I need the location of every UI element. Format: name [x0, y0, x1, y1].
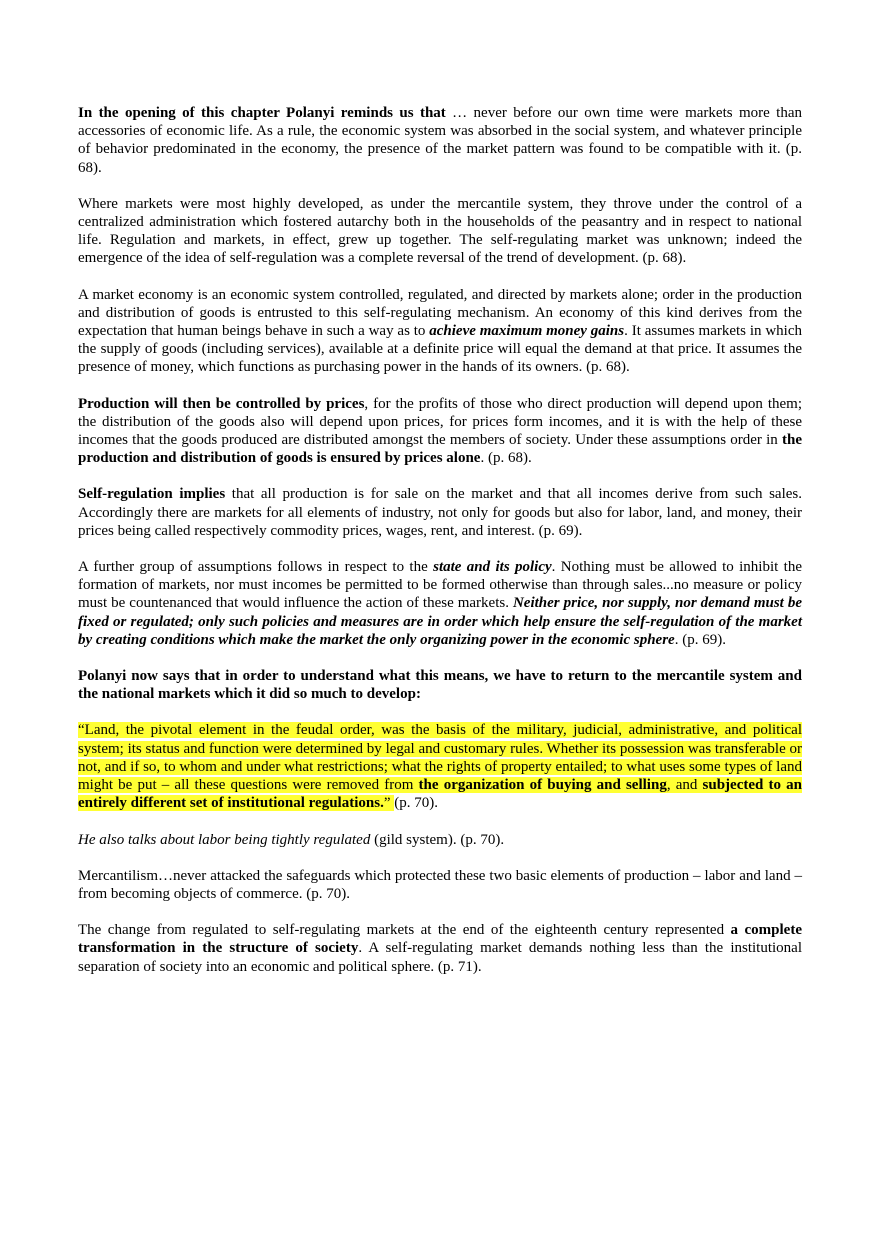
quote-text: , and	[666, 777, 703, 794]
paragraph-text: (gild system). (p. 70).	[370, 831, 505, 848]
paragraph-market-economy	[78, 286, 802, 377]
paragraph-opening	[78, 104, 802, 177]
paragraph-lead: Self-regulation implies	[78, 486, 226, 503]
paragraph-lead: In the opening of this chapter Polanyi reminds us that	[78, 105, 446, 121]
paragraph-polanyi-return	[78, 667, 802, 703]
paragraph-text: Mercantilism…never attacked the safeguards which protected these two basic elements of production – labor and land – from becoming objects of commerce. (p. 70).	[78, 867, 802, 902]
bold-text: subjected to an entirely different set of institutional regulations.	[78, 777, 802, 812]
bold-text: a complete transformation in the structure of society	[78, 922, 802, 957]
paragraph-transformation	[78, 921, 802, 976]
emphasis-text: Neither price, nor supply, nor demand must be fixed or regulated; only such policies and measures are in order which help ensure the self-regulation of the market by creating conditions which make the market the only organizing power in the economic sphere	[78, 595, 802, 648]
highlighted-quote	[78, 722, 802, 811]
paragraph-production	[78, 395, 802, 468]
paragraph-self-regulation	[78, 485, 802, 540]
paragraph-text: that all production is for sale on the market and that all incomes derive from such sales. Accordingly there are markets for all elements of industry, not only for goods but also for labor, land, and money, their prices being called respectively commodity prices, wages, rent, and interest. (p. 69).	[78, 486, 802, 539]
emphasis-text: state and its policy	[433, 559, 552, 576]
bold-text: the organization of buying and selling	[418, 777, 667, 794]
paragraph-text: A further group of assumptions follows in respect to the	[78, 559, 434, 576]
emphasis-text: achieve maximum money gains	[429, 323, 625, 340]
paragraph-text: , for the profits of those who direct production will depend upon them; the distribution of the goods also will depend upon prices, for prices form incomes, and it is with the help of these incomes that the goods produced are distributed amongst the members of society. Under these assumptions order in	[78, 395, 803, 449]
paragraph-text: . (p. 69).	[674, 631, 726, 648]
paragraph-lead: Production will then be controlled by prices	[78, 395, 365, 412]
quote-text: “Land, the pivotal element in the feudal order, was the basis of the military, judicial, administrative, and political system; its status and function were determined by legal and customary rules. Whether its possession was transferable or not, and if so, to whom and under what restrictions; what the rights of property entailed; to what uses some types of land might be put – all these questions were removed from	[78, 722, 802, 794]
paragraph-text: … never before our own time were markets more than accessories of economic life. As a rule, the economic system was absorbed in the social system, and whatever principle of behavior predominated in the economy, the presence of the market pattern was found to be compatible with it. (p. 68).	[78, 105, 802, 176]
paragraph-labor	[78, 831, 802, 849]
paragraph-text: A market economy is an economic system controlled, regulated, and directed by markets alone; order in the production and distribution of goods is entrusted to this self-regulating mechanism. An economy of this kind derives from the expectation that human beings behave in such a way as to	[78, 286, 802, 340]
paragraph-text: The change from regulated to self-regulating markets at the end of the eighteenth century represented	[78, 922, 731, 939]
italic-text: He also talks about labor being tightly regulated	[78, 831, 371, 848]
paragraph-text: . A self-regulating market demands nothing less than the institutional separation of society into an economic and political sphere. (p. 71).	[78, 940, 802, 975]
paragraph-text: . (p. 68).	[480, 450, 532, 467]
bold-text: Polanyi now says that in order to understand what this means, we have to return to the mercantile system and the national markets which it did so much to develop:	[78, 668, 802, 703]
paragraph-land-quote	[78, 721, 802, 812]
paragraph-text: . Nothing must be allowed to inhibit the formation of markets, nor must incomes be permitted to be formed otherwise than through sales...no measure or policy must be countenanced that would influence the action of these markets.	[78, 559, 802, 612]
bold-text: the production and distribution of goods is ensured by prices alone	[78, 432, 802, 467]
quote-close: ”	[383, 795, 395, 812]
citation: (p. 70).	[394, 795, 438, 812]
paragraph-state-policy	[78, 558, 802, 649]
paragraph-text: Where markets were most highly developed, as under the mercantile system, they throve under the control of a centralized administration which fostered autarchy both in the households of the peasantry and in respect to national life. Regulation and markets, in effect, grew up together. The self-regulating market was unknown; indeed the emergence of the idea of self-regulation was a complete reversal of the trend of development. (p. 68).	[78, 195, 802, 267]
document-body	[78, 104, 802, 994]
paragraph-mercantilism	[78, 867, 802, 903]
paragraph-text: . It assumes markets in which the supply of goods (including services), available at a definite price will equal the demand at that price. It assumes the presence of money, which functions as purchasing power in the hands of its owners. (p. 68).	[78, 323, 803, 376]
paragraph-mercantile	[78, 195, 802, 268]
